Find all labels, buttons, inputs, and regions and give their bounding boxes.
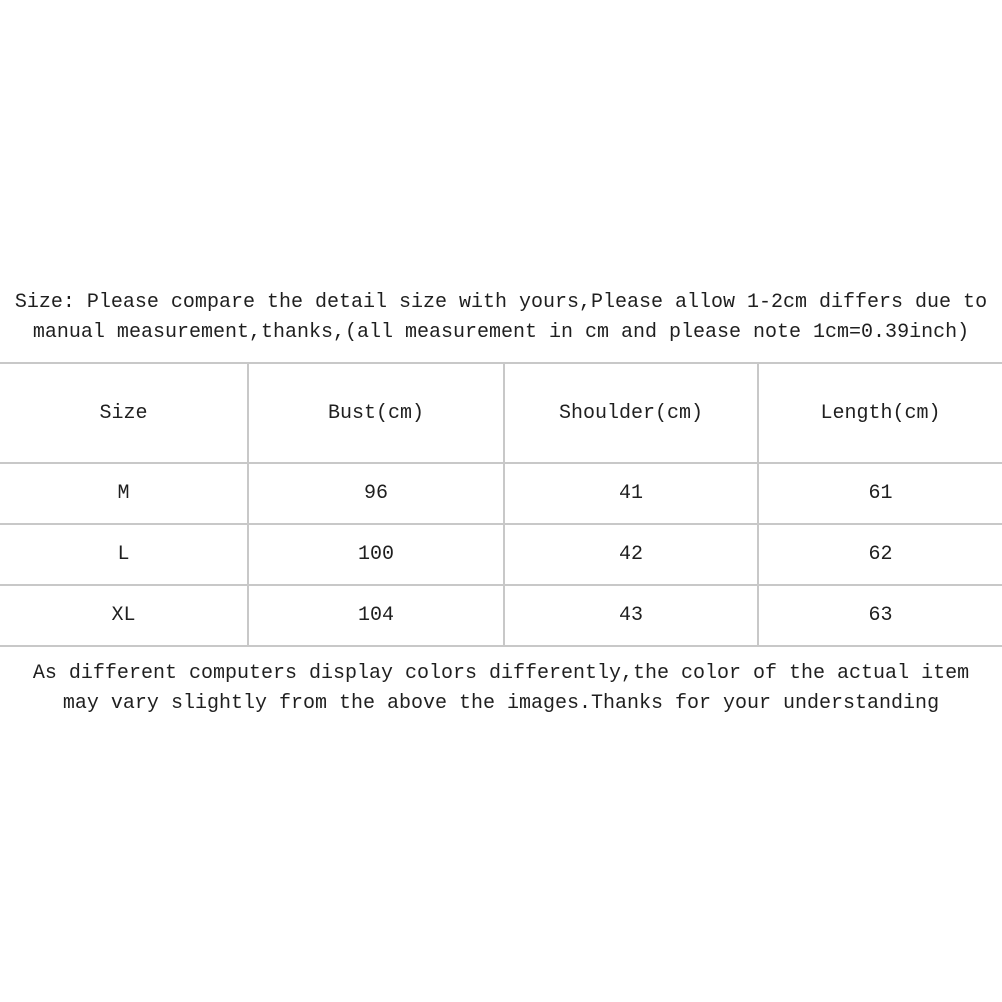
size-note-line2: manual measurement,thanks,(all measurement in cm and please note 1cm=0.39inch) [32,321,970,344]
cell-length: 61 [758,463,1002,524]
cell-bust: 100 [248,524,504,585]
cell-size: XL [111,604,136,627]
cell-shoulder: 43 [504,585,758,646]
table-row [0,585,1002,646]
table-row [0,524,1002,585]
table-row [0,463,1002,524]
size-note [0,0,1002,348]
header-bust: Bust(cm) [248,363,504,463]
cell-shoulder: 41 [504,463,758,524]
color-note [0,659,1002,719]
table-header-row [0,363,1002,463]
cell-size: L [117,543,130,566]
cell-length: 62 [758,524,1002,585]
cell-length: 63 [758,585,1002,646]
cell-size: M [117,482,130,505]
cell-bust: 104 [248,585,504,646]
cell-shoulder: 42 [504,524,758,585]
cell-bust: 96 [248,463,504,524]
color-note-line2: may vary slightly from the above the images.Thanks for your understanding [62,692,940,715]
header-size: Size [99,401,148,425]
color-note-line1: As different computers display colors differently,the color of the actual item [32,662,970,685]
header-shoulder: Shoulder(cm) [504,363,758,463]
header-length: Length(cm) [758,363,1002,463]
size-table [0,362,1002,647]
size-note-line1: Size: Please compare the detail size with yours,Please allow 1-2cm differs due to [14,291,988,314]
